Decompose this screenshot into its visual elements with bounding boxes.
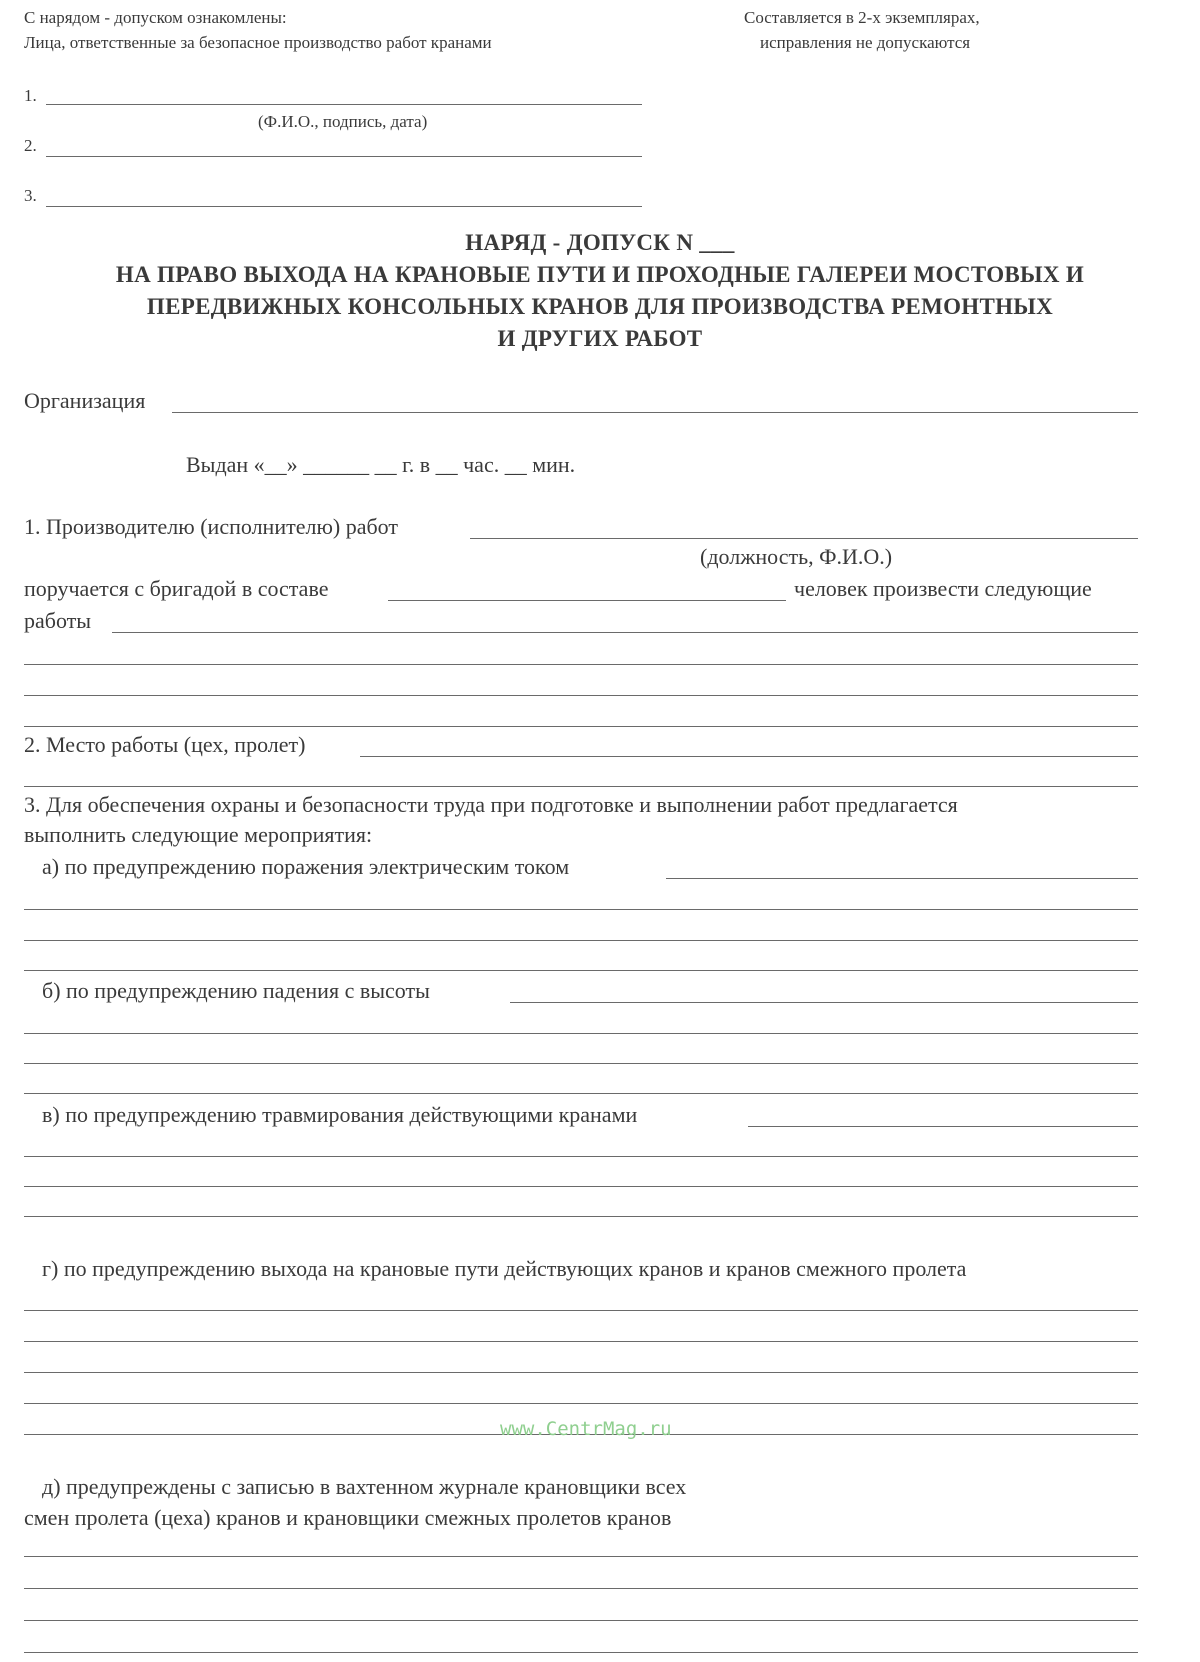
item3b-line-2[interactable] bbox=[24, 1033, 1138, 1034]
item3d-line-1[interactable] bbox=[24, 1556, 1138, 1557]
item3v-label: в) по предупреждению травмирования действующими кранами bbox=[42, 1102, 638, 1127]
signer-number-3: 3. bbox=[24, 186, 37, 205]
item3v-line-1[interactable] bbox=[748, 1126, 1138, 1127]
item3d-line-4[interactable] bbox=[24, 1652, 1138, 1653]
item3-line2: выполнить следующие мероприятия: bbox=[24, 822, 373, 847]
item3v-line-2[interactable] bbox=[24, 1156, 1138, 1157]
item3d-line1: д) предупреждены с записью в вахтенном журнале крановщики всех bbox=[42, 1474, 687, 1499]
item1-caption: (должность, Ф.И.О.) bbox=[700, 544, 893, 569]
title-line3: ПЕРЕДВИЖНЫХ КОНСОЛЬНЫХ КРАНОВ ДЛЯ ПРОИЗВОДСТВА РЕМОНТНЫХ bbox=[146, 294, 1054, 319]
item2-line[interactable] bbox=[360, 756, 1138, 757]
header-left-line1: С нарядом - допуском ознакомлены: bbox=[24, 8, 287, 27]
organization-line[interactable] bbox=[172, 412, 1138, 413]
item3g-line-3[interactable] bbox=[24, 1372, 1138, 1373]
header-right-line2: исправления не допускаются bbox=[760, 33, 971, 52]
item3g-line-1[interactable] bbox=[24, 1310, 1138, 1311]
item1-brigade-line[interactable] bbox=[388, 600, 786, 601]
item3a-line-1[interactable] bbox=[666, 878, 1138, 879]
item1-brigade-label: поручается с бригадой в составе bbox=[24, 576, 329, 601]
item1-works-line-4[interactable] bbox=[24, 726, 1138, 727]
item2-line-2[interactable] bbox=[24, 786, 1138, 787]
item3a-label: а) по предупреждению поражения электрическим током bbox=[42, 854, 570, 879]
item1-works-line-1[interactable] bbox=[112, 632, 1138, 633]
item3v-line-4[interactable] bbox=[24, 1216, 1138, 1217]
item3g-label: г) по предупреждению выхода на крановые пути действующих кранов и кранов смежного пролета bbox=[42, 1256, 967, 1281]
item1-works-label: работы bbox=[24, 608, 92, 633]
organization-label: Организация bbox=[24, 388, 146, 413]
signer-caption: (Ф.И.О., подпись, дата) bbox=[258, 112, 428, 131]
title-line4: И ДРУГИХ РАБОТ bbox=[497, 326, 703, 351]
title-line1: НАРЯД - ДОПУСК N ___ bbox=[465, 230, 735, 255]
item3b-line-3[interactable] bbox=[24, 1063, 1138, 1064]
item3d-line-3[interactable] bbox=[24, 1620, 1138, 1621]
signer-number-1: 1. bbox=[24, 86, 37, 105]
item3a-line-3[interactable] bbox=[24, 940, 1138, 941]
header-left-line2: Лица, ответственные за безопасное производство работ кранами bbox=[24, 33, 492, 52]
item3a-line-4[interactable] bbox=[24, 970, 1138, 971]
title-line2: НА ПРАВО ВЫХОДА НА КРАНОВЫЕ ПУТИ И ПРОХОДНЫЕ ГАЛЕРЕИ МОСТОВЫХ И bbox=[115, 262, 1085, 287]
item3-line1: 3. Для обеспечения охраны и безопасности труда при подготовке и выполнении работ предлагается bbox=[24, 792, 958, 817]
item3b-line-4[interactable] bbox=[24, 1093, 1138, 1094]
signer-line-2[interactable] bbox=[46, 156, 642, 157]
item1-performer-line[interactable] bbox=[470, 538, 1138, 539]
item3d-line-2[interactable] bbox=[24, 1588, 1138, 1589]
watermark: www.CentrMag.ru bbox=[500, 1418, 672, 1440]
item2-label: 2. Место работы (цех, пролет) bbox=[24, 732, 306, 757]
item1-works-line-2[interactable] bbox=[24, 664, 1138, 665]
item3g-line-4[interactable] bbox=[24, 1403, 1138, 1404]
header-right-line1: Составляется в 2-х экземплярах, bbox=[744, 8, 980, 27]
item3a-line-2[interactable] bbox=[24, 909, 1138, 910]
signer-number-2: 2. bbox=[24, 136, 37, 155]
item3g-line-2[interactable] bbox=[24, 1341, 1138, 1342]
signer-line-1[interactable] bbox=[46, 104, 642, 105]
issued-text: Выдан «__» ______ __ г. в __ час. __ мин. bbox=[186, 452, 576, 477]
item3b-label: б) по предупреждению падения с высоты bbox=[42, 978, 430, 1003]
item3b-line-1[interactable] bbox=[510, 1002, 1138, 1003]
item1-brigade-tail: человек произвести следующие bbox=[794, 576, 1092, 601]
item1-label: 1. Производителю (исполнителю) работ bbox=[24, 514, 398, 539]
item1-works-line-3[interactable] bbox=[24, 695, 1138, 696]
signer-line-3[interactable] bbox=[46, 206, 642, 207]
item3d-line2: смен пролета (цеха) кранов и крановщики смежных пролетов кранов bbox=[24, 1505, 672, 1530]
item3v-line-3[interactable] bbox=[24, 1186, 1138, 1187]
